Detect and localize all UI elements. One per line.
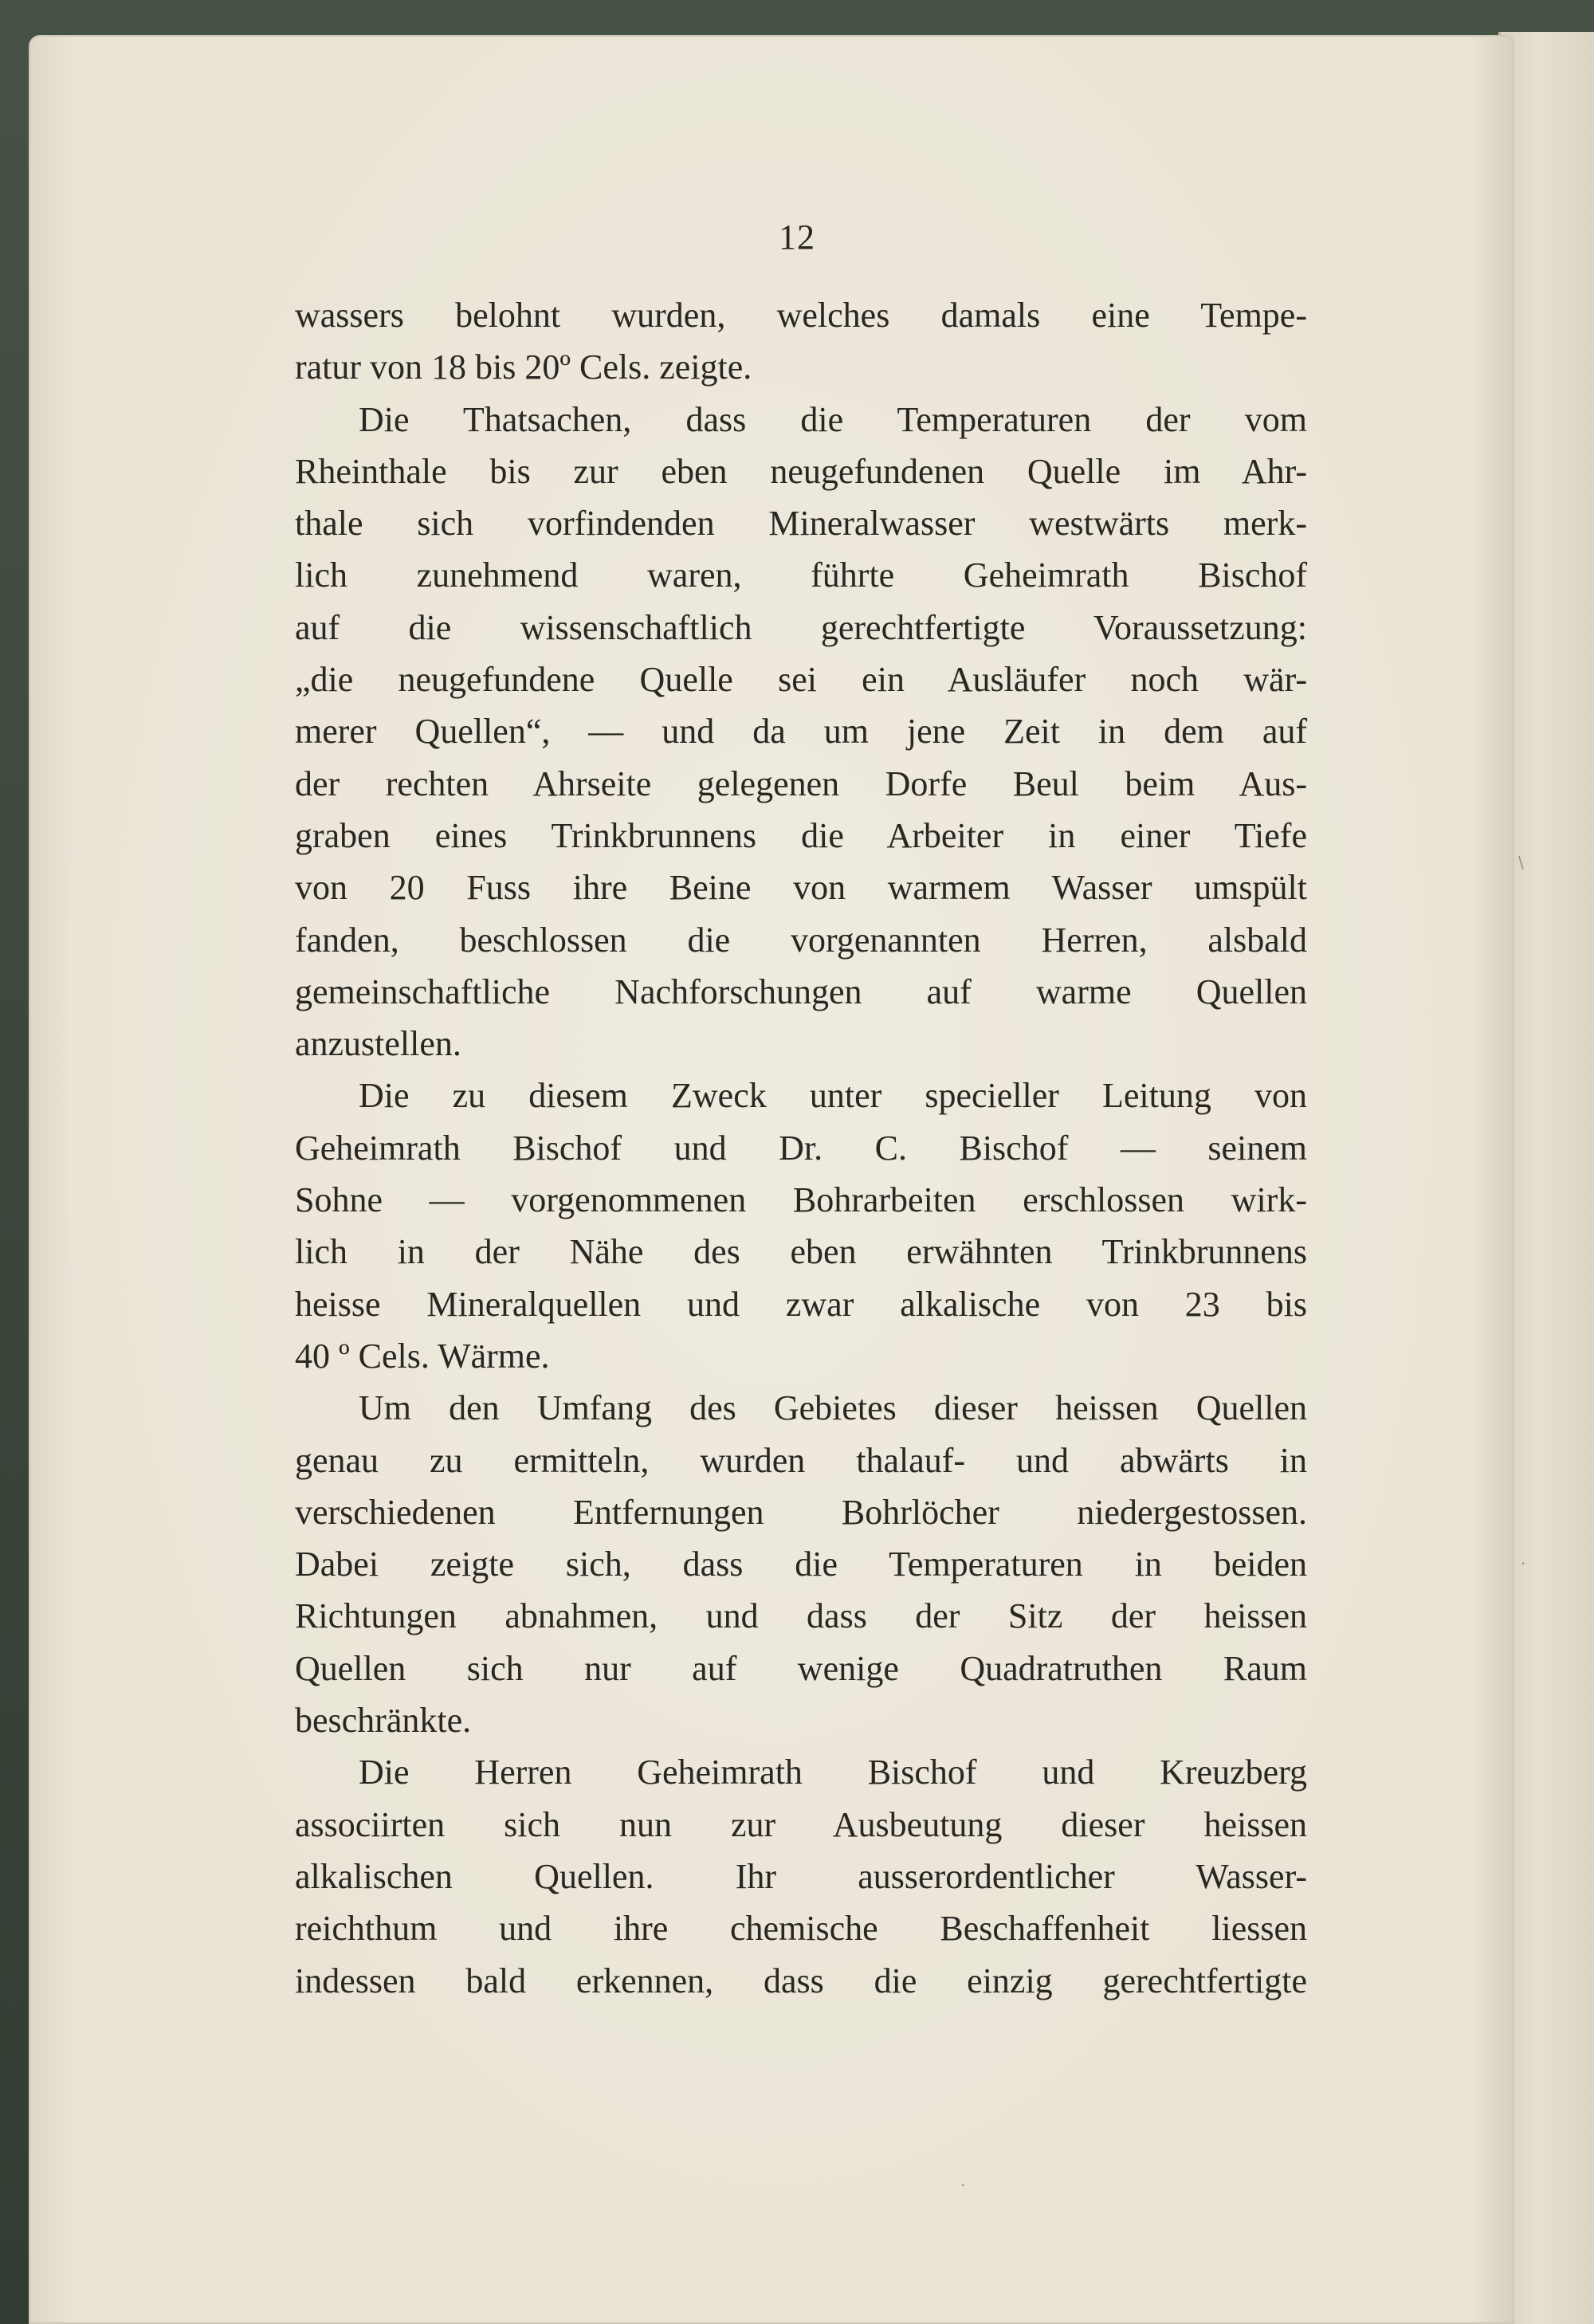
text-line: gemeinschaftliche Nachforschungen auf warme Quellen: [295, 972, 1307, 1011]
text-line: Richtungen abnahmen, und dass der Sitz der heissen: [295, 1596, 1307, 1636]
paper-speck: \: [1518, 853, 1524, 872]
text-line: von 20 Fuss ihre Beine von warmem Wasser umspült: [295, 868, 1307, 908]
text-line: der rechten Ahrseite gelegenen Dorfe Beul beim Aus-: [295, 764, 1307, 803]
text-line: merer Quellen“, — und da um jene Zeit in dem auf: [295, 712, 1307, 752]
body-text: [295, 289, 1307, 2007]
text-line: Die Thatsachen, dass die Temperaturen der vom: [359, 399, 1307, 439]
text-line: lich zunehmend waren, führte Geheimrath Bischof: [295, 555, 1307, 595]
text-line: genau zu ermitteln, wurden thalauf- und abwärts in: [295, 1440, 1307, 1480]
text-line: reichthum und ihre chemische Beschaffenheit liessen: [295, 1909, 1307, 1949]
text-line: Die zu diesem Zweck unter specieller Leitung von: [359, 1076, 1307, 1116]
text-line: Rheinthale bis zur eben neugefundenen Quelle im Ahr-: [295, 451, 1307, 491]
text-line: Geheimrath Bischof und Dr. C. Bischof — seinem: [295, 1128, 1307, 1168]
text-line: thale sich vorfindenden Mineralwasser westwärts merk-: [295, 504, 1307, 544]
page-number: 12: [779, 218, 815, 257]
paper-speck: ·: [960, 2176, 966, 2195]
text-line: 40 º Cels. Wärme.: [295, 1336, 550, 1376]
text-line: verschiedenen Entfernungen Bohrlöcher niedergestossen.: [295, 1492, 1307, 1532]
text-line: fanden, beschlossen die vorgenannten Herren, alsbald: [295, 920, 1307, 960]
text-line: beschränkte.: [295, 1701, 472, 1741]
text-line: Quellen sich nur auf wenige Quadratruthen Raum: [295, 1648, 1307, 1688]
text-line: wassers belohnt wurden, welches damals eine Tempe-: [295, 296, 1307, 335]
text-line: ratur von 18 bis 20º Cels. zeigte.: [295, 347, 752, 387]
text-line: Sohne — vorgenommenen Bohrarbeiten erschlossen wirk-: [295, 1180, 1307, 1220]
text-line: Die Herren Geheimrath Bischof und Kreuzberg: [359, 1753, 1307, 1792]
text-line: auf die wissenschaftlich gerechtfertigte Voraussetzung:: [295, 607, 1307, 647]
text-line: associirten sich nun zur Ausbeutung dieser heissen: [295, 1804, 1307, 1844]
text-line: graben eines Trinkbrunnens die Arbeiter in einer Tiefe: [295, 815, 1307, 855]
text-line: alkalischen Quellen. Ihr ausserordentlicher Wasser-: [295, 1856, 1307, 1896]
text-line: lich in der Nähe des eben erwähnten Trinkbrunnens: [295, 1232, 1307, 1272]
text-line: indessen bald erkennen, dass die einzig gerechtfertigte: [295, 1961, 1307, 2000]
paper-speck: ·: [1521, 1554, 1526, 1573]
text-line: Dabei zeigte sich, dass die Temperaturen in beiden: [295, 1545, 1307, 1584]
text-line: „die neugefundene Quelle sei ein Ausläufer noch wär-: [295, 660, 1307, 700]
text-line: Um den Umfang des Gebietes dieser heissen Quellen: [359, 1388, 1307, 1428]
text-line: heisse Mineralquellen und zwar alkalische von 23 bis: [295, 1284, 1307, 1324]
text-line: anzustellen.: [295, 1024, 461, 1064]
